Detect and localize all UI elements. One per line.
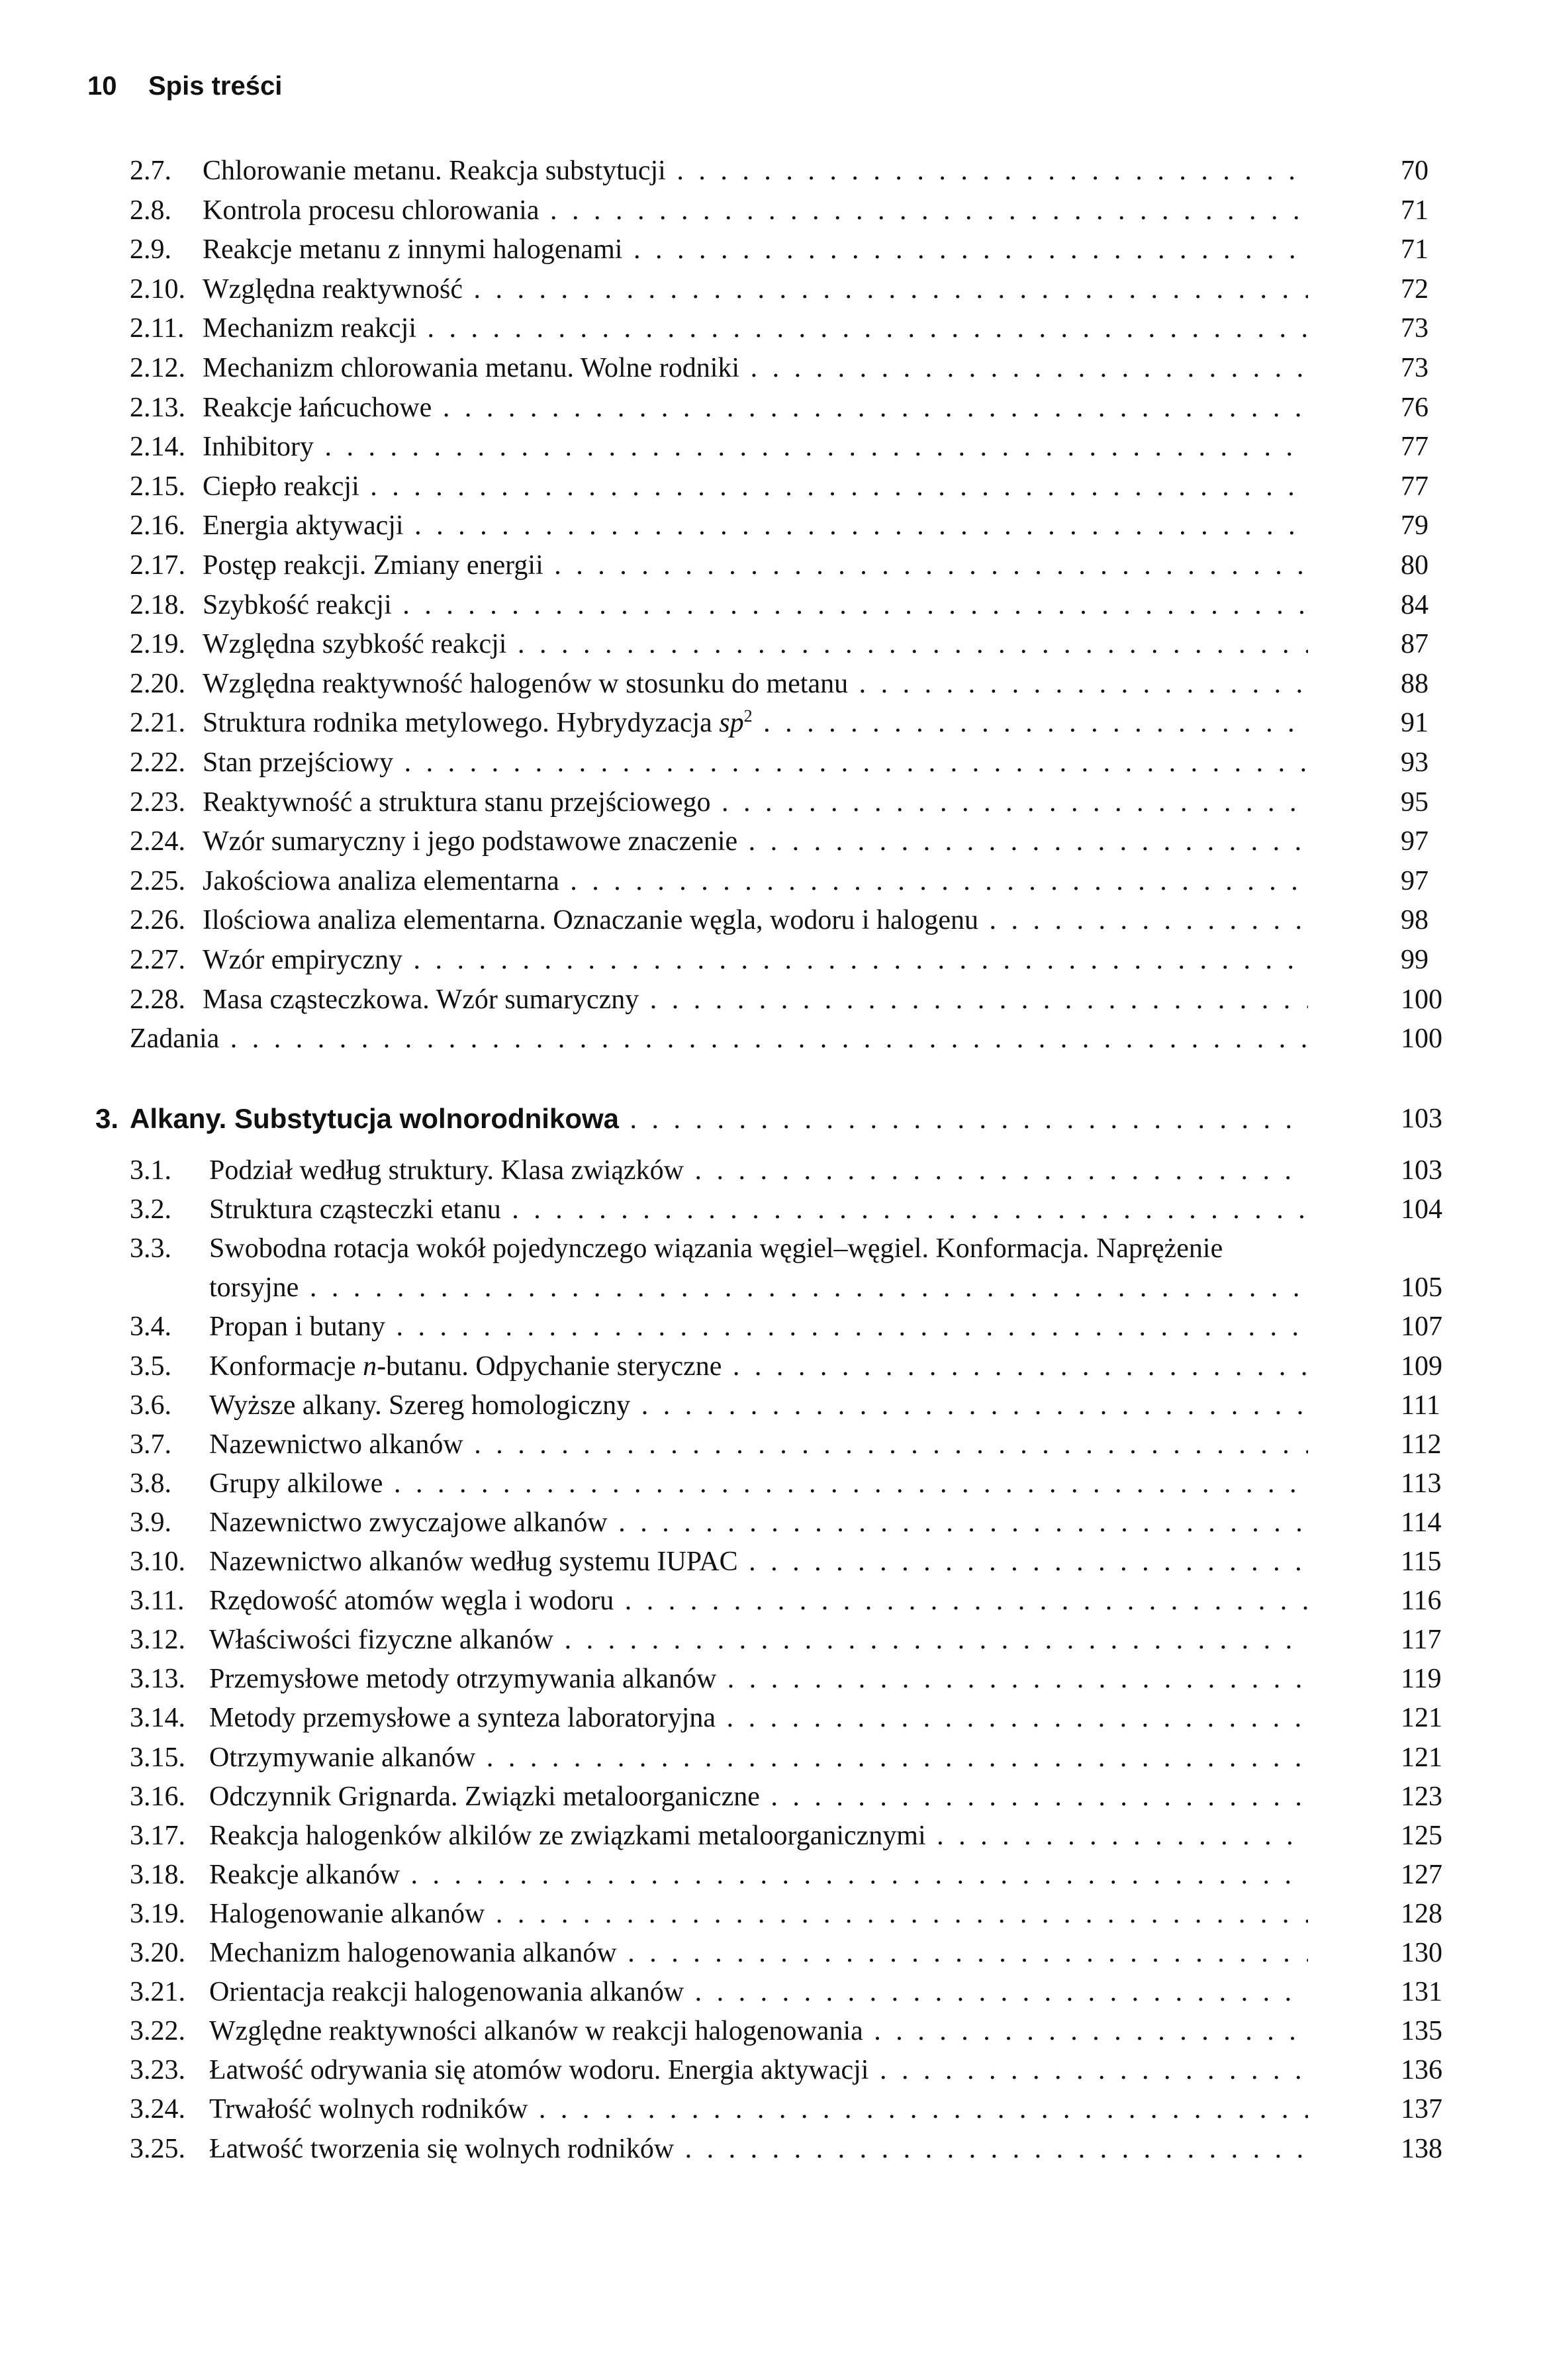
- entry-title: Względne reaktywności alkanów w reakcji halogenowania . . .: [209, 2011, 1308, 2051]
- entry-page: 123: [1401, 1782, 1442, 1812]
- entry-title: Łatwość tworzenia się wolnych rodników . . .: [209, 2129, 1308, 2169]
- entry-page: 73: [1401, 353, 1429, 383]
- entry-title: Wyższe alkany. Szereg homologiczny . . .: [209, 1386, 1308, 1425]
- toc-entry[interactable]: [130, 980, 1480, 1020]
- entry-page: 87: [1401, 629, 1429, 659]
- entry-page: 71: [1401, 195, 1429, 226]
- page-number: 10: [87, 71, 117, 101]
- entry-title: Halogenowanie alkanów . . .: [209, 1894, 1308, 1934]
- entry-number: 2.15.: [130, 471, 185, 502]
- entry-number: 3.2.: [130, 1194, 171, 1225]
- entry-title: Propan i butany . . .: [209, 1307, 1308, 1347]
- entry-number: 2.28.: [130, 984, 185, 1015]
- entry-title: Odczynnik Grignarda. Związki metaloorganiczne . . .: [209, 1777, 1308, 1817]
- entry-title: Trwałość wolnych rodników . . .: [209, 2089, 1308, 2129]
- entry-number: 2.17.: [130, 550, 185, 581]
- entry-page: 80: [1401, 550, 1429, 581]
- entry-title: Metody przemysłowe a synteza laboratoryjna . . .: [209, 1698, 1308, 1738]
- entry-page: 97: [1401, 866, 1429, 896]
- entry-title: Orientacja reakcji halogenowania alkanów . . .: [209, 1972, 1308, 2012]
- entry-title: Wzór empiryczny . . .: [203, 940, 1308, 980]
- entry-page: 103: [1401, 1104, 1442, 1134]
- entry-number: 2.8.: [130, 195, 171, 226]
- entry-page: 95: [1401, 787, 1429, 818]
- entry-title: Ciepło reakcji . . .: [203, 467, 1308, 506]
- entry-title: Reakcje alkanów . . .: [209, 1855, 1308, 1895]
- entry-page: 111: [1401, 1390, 1440, 1421]
- entry-page: 131: [1401, 1977, 1442, 2007]
- entry-page: 114: [1401, 1507, 1442, 1538]
- entry-title: Mechanizm chlorowania metanu. Wolne rodniki . . .: [203, 348, 1308, 388]
- toc-entry[interactable]: [130, 624, 1480, 664]
- toc-entry[interactable]: [130, 388, 1480, 428]
- entry-page: 127: [1401, 1860, 1442, 1890]
- entry-number: 2.10.: [130, 274, 185, 305]
- entry-title: Jakościowa analiza elementarna . . .: [203, 861, 1308, 901]
- entry-page: 116: [1401, 1586, 1442, 1616]
- toc-entry[interactable]: [130, 743, 1480, 783]
- entry-page: 130: [1401, 1938, 1442, 1968]
- entry-number: 2.18.: [130, 590, 185, 620]
- entry-number: 2.16.: [130, 510, 185, 541]
- toc-entry[interactable]: [130, 1347, 1480, 1386]
- toc-entry[interactable]: [130, 151, 1480, 191]
- running-head: [87, 71, 282, 101]
- toc-entry[interactable]: [130, 900, 1480, 940]
- entry-page: 77: [1401, 471, 1429, 502]
- entry-title: Zadania . . .: [130, 1019, 1308, 1059]
- entry-page: 98: [1401, 905, 1429, 935]
- toc-entry[interactable]: [130, 1386, 1480, 1425]
- entry-number: 3.6.: [130, 1390, 171, 1421]
- entry-title: Reaktywność a struktura stanu przejściowego . . .: [203, 783, 1308, 822]
- entry-number: 2.19.: [130, 629, 185, 659]
- toc-entry[interactable]: [130, 2129, 1480, 2169]
- entry-page: 105: [1401, 1272, 1442, 1303]
- entry-page: 73: [1401, 313, 1429, 344]
- entry-title: Alkany. Substytucja wolnorodnikowa . . .: [130, 1099, 1308, 1139]
- entry-number: 2.24.: [130, 826, 185, 857]
- toc-entry[interactable]: [130, 664, 1480, 704]
- entry-number: 3.16.: [130, 1782, 185, 1812]
- entry-page: 104: [1401, 1194, 1442, 1225]
- toc-entry[interactable]: [130, 1933, 1480, 1973]
- entry-page: 107: [1401, 1311, 1442, 1342]
- toc-entry[interactable]: [130, 703, 1480, 743]
- entry-page: 138: [1401, 2134, 1442, 2164]
- entry-page: 125: [1401, 1821, 1442, 1851]
- toc-entry[interactable]: [130, 2050, 1480, 2090]
- entry-number: 2.11.: [130, 313, 185, 344]
- entry-number: 3.7.: [130, 1429, 171, 1460]
- entry-title: Szybkość reakcji . . .: [203, 585, 1308, 625]
- entry-page: 121: [1401, 1703, 1442, 1733]
- entry-number: 3.18.: [130, 1860, 185, 1890]
- toc-entry[interactable]: [130, 1581, 1480, 1621]
- toc-entry[interactable]: [130, 822, 1480, 861]
- entry-title: Swobodna rotacja wokół pojedynczego wiązania węgiel–węgiel. Konformacja. Naprężenie: [209, 1233, 1223, 1264]
- entry-title: Struktura cząsteczki etanu . . .: [209, 1190, 1308, 1229]
- entry-number: 3.1.: [130, 1155, 171, 1186]
- entry-number: 3.3.: [130, 1233, 171, 1264]
- entry-title: Nazewnictwo zwyczajowe alkanów . . .: [209, 1503, 1308, 1543]
- entry-title: Rzędowość atomów węgla i wodoru . . .: [209, 1581, 1308, 1621]
- entry-page: 97: [1401, 826, 1429, 857]
- italic-term: sp: [719, 708, 744, 738]
- toc-entry[interactable]: [130, 940, 1480, 980]
- toc-entry[interactable]: [130, 2089, 1480, 2129]
- entry-title: Struktura rodnika metylowego. Hybrydyzacja $sp^2$ . . .: [203, 703, 1308, 743]
- entry-number: 3.5.: [130, 1351, 171, 1382]
- entry-title: Reakcje łańcuchowe . . .: [203, 388, 1308, 428]
- entry-page: 121: [1401, 1742, 1442, 1773]
- entry-title: Stan przejściowy . . .: [203, 743, 1308, 783]
- entry-page: 76: [1401, 393, 1429, 423]
- entry-title: Przemysłowe metody otrzymywania alkanów . . .: [209, 1659, 1308, 1699]
- entry-title: Otrzymywanie alkanów . . .: [209, 1738, 1308, 1778]
- toc-entry[interactable]: [130, 861, 1480, 901]
- entry-number: 2.26.: [130, 905, 185, 935]
- entry-title: Kontrola procesu chlorowania . . .: [203, 191, 1308, 230]
- entry-page: 115: [1401, 1547, 1442, 1577]
- toc-entry[interactable]: [130, 1425, 1480, 1464]
- entry-number: 3.21.: [130, 1977, 185, 2007]
- entry-title: Reakcje metanu z innymi halogenami . . .: [203, 230, 1308, 269]
- toc-entry[interactable]: [130, 1738, 1480, 1778]
- entry-title: Względna szybkość reakcji . . .: [203, 624, 1308, 664]
- entry-page: 72: [1401, 274, 1429, 305]
- entry-number: 3.9.: [130, 1507, 171, 1538]
- entry-title: Energia aktywacji . . .: [203, 506, 1308, 546]
- toc-entry[interactable]: [130, 506, 1480, 546]
- entry-number: 3.17.: [130, 1821, 185, 1851]
- entry-number: 2.12.: [130, 353, 185, 383]
- toc-entry[interactable]: [130, 348, 1480, 388]
- toc-entry[interactable]: [130, 1855, 1480, 1895]
- entry-page: 93: [1401, 747, 1429, 778]
- entry-title: Inhibitory . . .: [203, 427, 1308, 467]
- entry-page: 77: [1401, 432, 1429, 462]
- entry-number: 2.14.: [130, 432, 185, 462]
- entry-number: 3.25.: [130, 2134, 185, 2164]
- entry-title: Łatwość odrywania się atomów wodoru. Energia aktywacji . . .: [209, 2050, 1308, 2090]
- entry-page: 135: [1401, 2016, 1442, 2046]
- toc-entry[interactable]: [130, 1777, 1480, 1817]
- entry-page: 128: [1401, 1899, 1442, 1929]
- entry-title: torsyjne . . .: [209, 1268, 1308, 1308]
- entry-number: 3.11.: [130, 1586, 185, 1616]
- toc-entry[interactable]: [130, 1659, 1480, 1699]
- entry-number: 3.12.: [130, 1625, 185, 1655]
- toc-entry[interactable]: [130, 269, 1480, 309]
- page-title: Spis treści: [148, 71, 283, 101]
- entry-page: 117: [1401, 1625, 1442, 1655]
- entry-title: Grupy alkilowe . . .: [209, 1464, 1308, 1503]
- toc-entry[interactable]: [130, 1503, 1480, 1543]
- entry-number: 2.21.: [130, 708, 185, 738]
- entry-page: 100: [1401, 1023, 1442, 1054]
- toc-entry[interactable]: [130, 1307, 1480, 1347]
- entry-number: 3.: [95, 1103, 119, 1134]
- toc-entry[interactable]: [130, 1698, 1480, 1738]
- entry-number: 2.20.: [130, 669, 185, 699]
- entry-title: Mechanizm reakcji . . .: [203, 309, 1308, 348]
- entry-page: 112: [1401, 1429, 1442, 1460]
- toc-entry[interactable]: [130, 2011, 1480, 2051]
- entry-page: 100: [1401, 984, 1442, 1015]
- toc-entry[interactable]: [130, 467, 1480, 506]
- toc-entry[interactable]: [130, 1620, 1480, 1660]
- entry-page: 99: [1401, 945, 1429, 975]
- toc-entry[interactable]: [130, 1464, 1480, 1503]
- entry-number: 3.23.: [130, 2055, 185, 2085]
- entry-page: 88: [1401, 669, 1429, 699]
- entry-page: 103: [1401, 1155, 1442, 1186]
- entry-number: 2.7.: [130, 156, 171, 186]
- entry-title: Podział według struktury. Klasa związków . . .: [209, 1151, 1308, 1190]
- entry-title: Nazewnictwo alkanów według systemu IUPAC . . .: [209, 1542, 1308, 1582]
- italic-prefix: n: [363, 1351, 377, 1382]
- entry-number: 3.4.: [130, 1311, 171, 1342]
- toc-entry[interactable]: [130, 585, 1480, 625]
- toc-entry[interactable]: [130, 1972, 1480, 2012]
- toc-entry[interactable]: [130, 783, 1480, 822]
- entry-number: 2.22.: [130, 747, 185, 778]
- entry-page: 70: [1401, 156, 1429, 186]
- entry-number: 3.13.: [130, 1664, 185, 1694]
- toc-entry[interactable]: [130, 427, 1480, 467]
- entry-number: 3.22.: [130, 2016, 185, 2046]
- entry-page: 79: [1401, 510, 1429, 541]
- entry-number: 3.14.: [130, 1703, 185, 1733]
- entry-title: Masa cząsteczkowa. Wzór sumaryczny . . .: [203, 980, 1308, 1020]
- entry-title: Względna reaktywność halogenów w stosunku do metanu . . .: [203, 664, 1308, 704]
- entry-number: 2.13.: [130, 393, 185, 423]
- entry-title: Nazewnictwo alkanów . . .: [209, 1425, 1308, 1464]
- entry-number: 3.20.: [130, 1938, 185, 1968]
- entry-number: 2.27.: [130, 945, 185, 975]
- entry-title: Względna reaktywność . . .: [203, 269, 1308, 309]
- entry-page: 119: [1401, 1664, 1442, 1694]
- toc-entry[interactable]: [130, 1894, 1480, 1934]
- entry-number: 3.15.: [130, 1742, 185, 1773]
- entry-page: 91: [1401, 708, 1429, 738]
- toc-entry-continuation[interactable]: [130, 1268, 1480, 1308]
- entry-number: 3.10.: [130, 1547, 185, 1577]
- entry-number: 3.8.: [130, 1468, 171, 1499]
- entry-page: 71: [1401, 234, 1429, 265]
- entry-title: Postęp reakcji. Zmiany energii . . .: [203, 546, 1308, 585]
- entry-number: 3.19.: [130, 1899, 185, 1929]
- entry-page: 109: [1401, 1351, 1442, 1382]
- entry-title: Konformacje n-butanu. Odpychanie steryczne . . .: [209, 1347, 1308, 1386]
- toc-entry[interactable]: [130, 1019, 1480, 1059]
- toc-entry[interactable]: [130, 230, 1480, 269]
- entry-title: Mechanizm halogenowania alkanów . . .: [209, 1933, 1308, 1973]
- toc-entry[interactable]: [130, 546, 1480, 585]
- entry-page: 84: [1401, 590, 1429, 620]
- entry-page: 113: [1401, 1468, 1442, 1499]
- entry-number: 2.9.: [130, 234, 171, 265]
- entry-page: 137: [1401, 2094, 1442, 2124]
- entry-title: Wzór sumaryczny i jego podstawowe znaczenie . . .: [203, 822, 1308, 861]
- toc-entry[interactable]: [130, 309, 1480, 348]
- entry-number: 2.25.: [130, 866, 185, 896]
- toc-entry[interactable]: [95, 1099, 1480, 1139]
- entry-page: 136: [1401, 2055, 1442, 2085]
- entry-number: 3.24.: [130, 2094, 185, 2124]
- toc-entry[interactable]: [130, 1229, 1480, 1268]
- entry-title: Chlorowanie metanu. Reakcja substytucji . . .: [203, 151, 1308, 191]
- toc-entry[interactable]: [130, 1816, 1480, 1856]
- entry-title: Ilościowa analiza elementarna. Oznaczanie węgla, wodoru i halogenu . . .: [203, 900, 1308, 940]
- toc-entry[interactable]: [130, 1190, 1480, 1229]
- toc-entry[interactable]: [130, 1542, 1480, 1582]
- superscript: 2: [743, 706, 753, 726]
- entry-title: Reakcja halogenków alkilów ze związkami metaloorganicznymi . . .: [209, 1816, 1308, 1856]
- toc-entry[interactable]: [130, 191, 1480, 230]
- entry-title: Właściwości fizyczne alkanów . . .: [209, 1620, 1308, 1660]
- entry-number: 2.23.: [130, 787, 185, 818]
- toc-entry[interactable]: [130, 1151, 1480, 1190]
